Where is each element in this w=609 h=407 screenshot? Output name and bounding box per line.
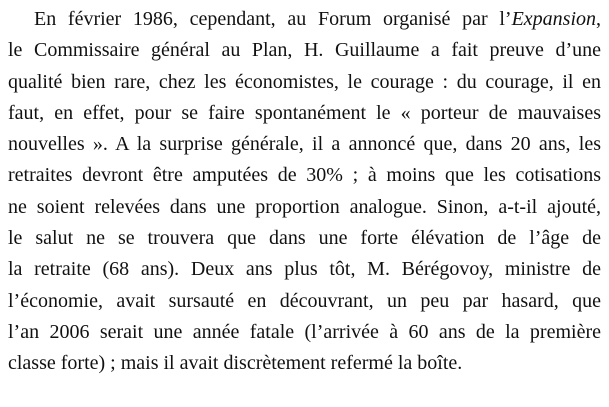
paragraph-line: le salut ne se trouvera que dans une forte élévation de l’âge de bbox=[8, 227, 601, 250]
body-paragraph bbox=[8, 4, 601, 380]
text-page bbox=[8, 4, 601, 380]
paragraph-line: le Commissaire général au Plan, H. Guillaume a fait preuve d’une bbox=[8, 39, 601, 62]
paragraph-line bbox=[8, 4, 601, 35]
line-text: , bbox=[596, 8, 601, 30]
paragraph-line: la retraite (68 ans). Deux ans plus tôt, M. Bérégovoy, ministre de bbox=[8, 258, 601, 281]
paragraph-line: nouvelles ». A la surprise générale, il a annoncé que, dans 20 ans, les bbox=[8, 133, 601, 156]
italic-publication-name: Expansion bbox=[511, 8, 596, 30]
paragraph-line: faut, en effet, pour se faire spontanément le « porteur de mauvaises bbox=[8, 101, 601, 124]
paragraph-line: qualité bien rare, chez les économistes, le courage : du courage, il en bbox=[8, 70, 601, 93]
line-text: En février 1986, cependant, au Forum organisé par l’ bbox=[34, 8, 512, 30]
paragraph-line: classe forte) ; mais il avait discrètement refermé la boîte. bbox=[8, 352, 463, 375]
paragraph-line: l’an 2006 serait une année fatale (l’arrivée à 60 ans de la première bbox=[8, 320, 601, 343]
paragraph-line: ne soient relevées dans une proportion analogue. Sinon, a-t-il ajouté, bbox=[8, 195, 601, 218]
paragraph-line: retraites devront être amputées de 30% ; à moins que les cotisations bbox=[8, 164, 601, 187]
paragraph-line: l’économie, avait sursauté en découvrant, un peu par hasard, que bbox=[8, 289, 601, 312]
